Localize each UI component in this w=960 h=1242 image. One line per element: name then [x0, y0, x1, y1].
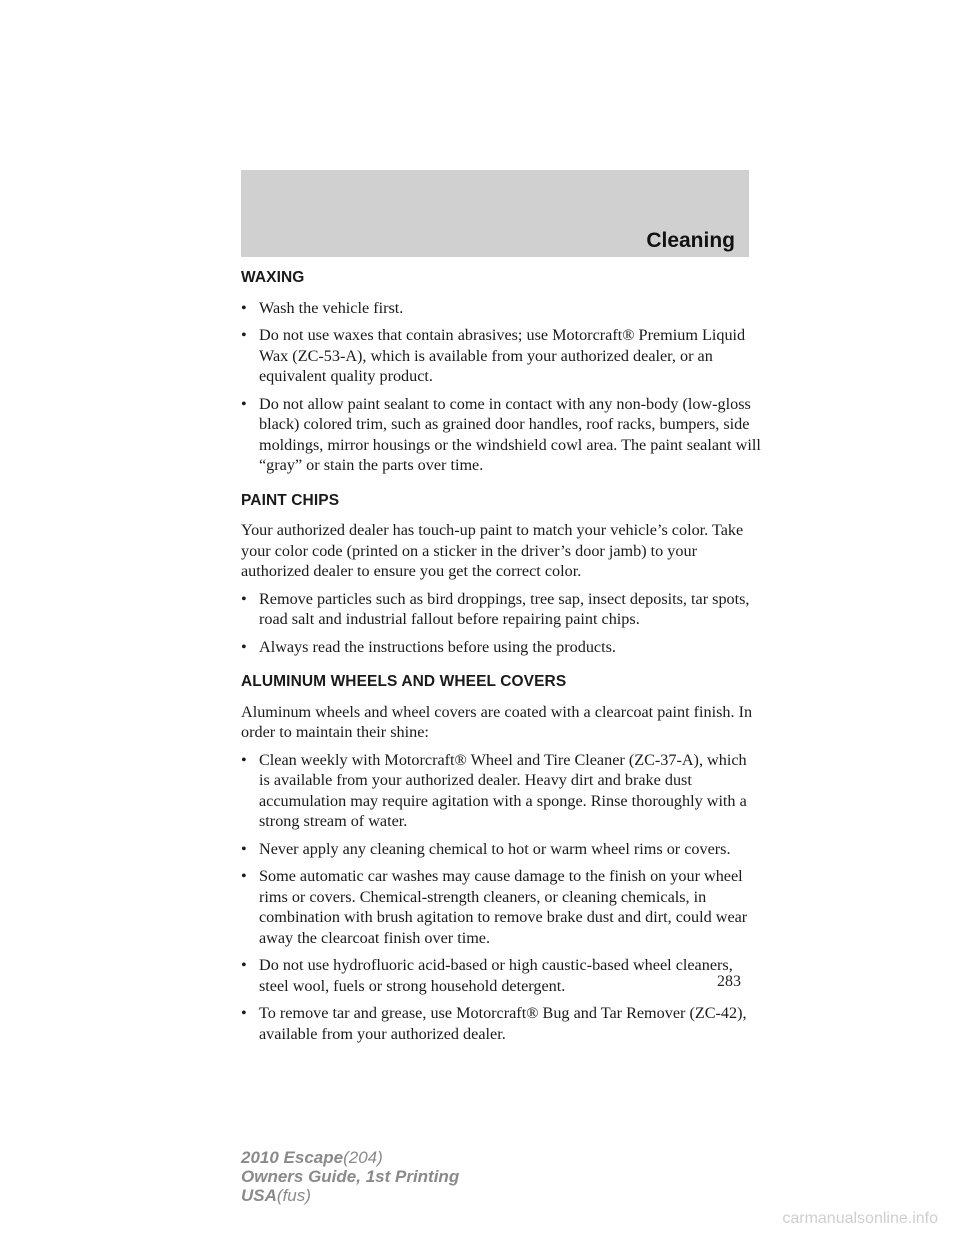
- bullet-text: Do not use hydrofluoric acid-based or high caustic-based wheel cleaners, steel wool, fuels or strong household detergent.: [259, 956, 733, 995]
- list-item: [241, 325, 761, 387]
- list-item: [241, 866, 761, 948]
- section-title: Cleaning: [646, 229, 735, 252]
- page-number: 283: [717, 973, 741, 990]
- footer-model-code: (204): [343, 1148, 383, 1167]
- bullet-text: Always read the instructions before using the products.: [259, 637, 616, 656]
- section-heading-paint-chips: PAINT CHIPS: [241, 491, 340, 509]
- bullet-icon: •: [241, 956, 247, 974]
- paragraph: Aluminum wheels and wheel covers are coated with a clearcoat paint finish. In order to maintain their shine:: [241, 702, 753, 741]
- bullet-text: Do not use waxes that contain abrasives; use Motorcraft® Premium Liquid Wax (ZC-53-A), which is available from your authorized dealer, or an equivalent quality product.: [259, 326, 746, 385]
- section-wheels: [241, 672, 761, 1044]
- bullet-icon: •: [241, 867, 247, 885]
- section-heading-wheels: ALUMINUM WHEELS AND WHEEL COVERS: [241, 673, 567, 690]
- footer-market: USA: [241, 1186, 277, 1205]
- document-footer: [241, 1148, 459, 1205]
- list-item: [241, 298, 761, 319]
- list-item: [241, 955, 761, 996]
- watermark: carmanualsonline.info: [782, 1210, 938, 1227]
- page-content: [241, 268, 761, 1059]
- section-paint-chips: [241, 491, 761, 658]
- bullet-icon: •: [241, 839, 247, 858]
- list-item: [241, 750, 761, 832]
- bullet-text: Remove particles such as bird droppings, tree sap, insect deposits, tar spots, road salt and industrial fallout before repairing paint chips.: [259, 589, 750, 628]
- list-item: [241, 589, 761, 630]
- bullet-text: Clean weekly with Motorcraft® Wheel and Tire Cleaner (ZC-37-A), which is available from your authorized dealer. Heavy dirt and brake dust accumulation may require agitation with a sponge. Rinse thoroughly with a strong stream of water.: [259, 750, 747, 830]
- bullet-icon: •: [241, 298, 247, 317]
- list-item: [241, 1003, 761, 1044]
- list-item: [241, 839, 761, 860]
- paragraph: Your authorized dealer has touch-up paint to match your vehicle’s color. Take your color code (printed on a sticker in the driver’s door jamb) to your authorized dealer to ensure you get the correct color.: [241, 521, 744, 580]
- bullet-icon: •: [241, 394, 247, 413]
- footer-line-market: [241, 1186, 459, 1205]
- section-header-band: [241, 170, 749, 257]
- bullet-icon: •: [241, 637, 247, 656]
- list-item: [241, 637, 761, 658]
- footer-line-printing: Owners Guide, 1st Printing: [241, 1167, 460, 1186]
- bullet-icon: •: [241, 1004, 247, 1022]
- section-heading-waxing: WAXING: [241, 269, 305, 286]
- bullet-icon: •: [241, 750, 247, 769]
- bullet-text: To remove tar and grease, use Motorcraft® Bug and Tar Remover (ZC-42), available from your authorized dealer.: [259, 1004, 747, 1043]
- list-item: [241, 394, 761, 476]
- footer-model: 2010 Escape: [241, 1148, 344, 1167]
- footer-line-model: [241, 1148, 459, 1167]
- bullet-text: Do not allow paint sealant to come in contact with any non-body (low-gloss black) colored trim, such as grained door handles, roof racks, bumpers, side moldings, mirror housings or the windshield cowl area. The paint sealant will “gray” or stain the parts over time.: [259, 394, 761, 474]
- bullet-icon: •: [241, 326, 247, 344]
- bullet-text: Some automatic car washes may cause damage to the finish on your wheel rims or covers. Chemical-strength cleaners, or cleaning chemicals, in combination with brush agitation to remove brake dust and dirt, could wear away the clearcoat finish over time.: [259, 867, 748, 947]
- bullet-icon: •: [241, 589, 247, 608]
- footer-market-code: (fus): [276, 1186, 311, 1205]
- section-waxing: [241, 268, 761, 476]
- bullet-text: Wash the vehicle first.: [259, 298, 404, 317]
- bullet-text: Never apply any cleaning chemical to hot or warm wheel rims or covers.: [259, 839, 731, 858]
